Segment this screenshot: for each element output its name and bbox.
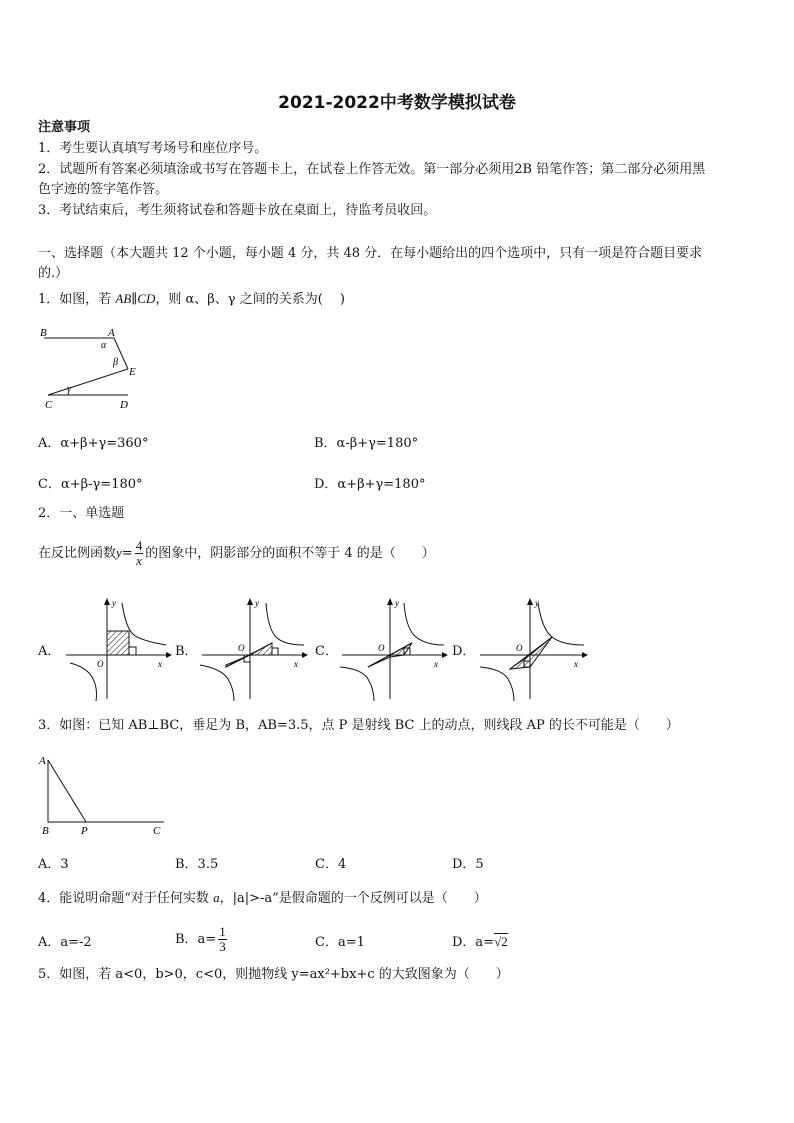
x-arrow: [442, 652, 448, 658]
q4-option-b: [175, 920, 229, 960]
notice-item-3: 3．考试结束后，考生须将试卷和答题卡放在桌面上，待监考员收回。: [38, 203, 437, 218]
q2-stem: [38, 536, 435, 571]
q4-option-d-pre: D．a=: [452, 935, 495, 950]
curve-branch-1: [404, 603, 444, 645]
q2-graph-a: [62, 595, 172, 703]
right-angle-mark: [272, 648, 278, 655]
q4-option-c: C．a=1: [315, 935, 365, 950]
shaded-area: [107, 631, 129, 655]
segment-ap: [48, 760, 86, 822]
x-label: x: [158, 659, 162, 669]
q2-frac-num: 4: [135, 538, 143, 553]
x-arrow: [166, 652, 172, 658]
notice-heading: 注意事项: [38, 120, 91, 135]
q1-option-d: D．α+β+γ=180°: [314, 477, 426, 492]
q2-option-b-label: B．: [175, 644, 198, 659]
y-arrow: [247, 598, 253, 605]
y-arrow: [104, 598, 110, 605]
q1-stem-pre: 1．如图，若: [38, 292, 116, 307]
y-label: y: [112, 598, 116, 608]
q2-option-d-label: D．: [452, 644, 476, 659]
q2-stem-eq: =: [121, 546, 133, 561]
origin-label: O: [97, 659, 104, 669]
q1-option-b: B．α-β+γ=180°: [314, 436, 419, 451]
q2-option-a-label: A．: [38, 644, 61, 659]
y-label: y: [255, 598, 259, 608]
q1-stem-post: ，则 α、β、γ 之间的关系为( ): [155, 292, 345, 307]
q2-stem-post: 的图象中，阴影部分的面积不等于 4 的是（ ）: [145, 546, 435, 561]
section-heading: 一、选择题（本大题共 12 个小题，每小题 4 分，共 48 分．在每小题给出的四个选项中，只有一项是符合题目要求: [38, 246, 703, 261]
q1-option-a: A．α+β+γ=360°: [38, 436, 149, 451]
notice-item-2: 2．试题所有答案必须填涂或书写在答题卡上，在试卷上作答无效。第一部分必须用2B 铅笔作答；第二部分必须用黑: [38, 162, 706, 177]
q1-stem-var: AB∥CD: [115, 291, 156, 306]
curve-branch-2: [70, 663, 97, 701]
q4-frac-den: 3: [219, 939, 226, 954]
label-d: D: [120, 399, 128, 411]
q4-option-d-sqrt: √2: [494, 934, 508, 949]
curve-branch-2: [340, 667, 374, 701]
label-alpha: α: [101, 340, 107, 351]
curve-branch-1: [266, 603, 304, 645]
y-label: y: [535, 598, 539, 608]
q2-stem-y: y: [116, 545, 122, 560]
y-arrow: [527, 598, 533, 605]
q4-frac-num: 1: [219, 924, 226, 939]
label-c: C: [45, 399, 53, 411]
q2-graph-c: [338, 595, 448, 703]
q4-option-b-frac: [218, 925, 227, 954]
label-b: B: [40, 327, 47, 339]
x-arrow: [302, 652, 308, 658]
label-e: E: [129, 366, 136, 378]
page-title: 2021-2022中考数学模拟试卷: [278, 93, 516, 113]
label-c: C: [153, 825, 161, 837]
q4-stem-mid: ，|a|>-a”是假命题的一个反例可以是（ ）: [219, 891, 487, 906]
q3-stem: 3．如图：已知 AB⊥BC，垂足为 B，AB=3.5，点 P 是射线 BC 上的动点，则线段 AP 的长不可能是（ ）: [38, 718, 679, 733]
q3-option-c: C．4: [315, 857, 347, 872]
x-label: x: [434, 659, 438, 669]
q2-fraction: [135, 539, 144, 568]
q1-option-c: C．α+β-γ=180°: [38, 477, 143, 492]
origin-label: O: [378, 643, 385, 653]
q1-stem: [38, 289, 345, 310]
q2-frac-den: x: [136, 553, 142, 568]
q2-stem-pre: 在反比例函数: [38, 546, 117, 561]
right-angle-mark: [129, 647, 136, 655]
q4-option-a: A．a=-2: [38, 935, 92, 950]
q5-stem: 5．如图，若 a<0，b>0，c<0，则抛物线 y=ax²+bx+c 的大致图象为（ ）: [38, 967, 509, 982]
label-gamma: γ: [67, 384, 71, 395]
q1-figure: [36, 322, 146, 414]
notice-item-1: 1．考生要认真填写考场号和座位序号。: [38, 141, 268, 156]
section-heading-cont: 的.）: [38, 266, 69, 281]
q2-graph-d: [476, 595, 590, 703]
y-arrow: [387, 598, 393, 605]
q4-stem-a: a: [213, 890, 220, 905]
y-label: y: [395, 598, 399, 608]
q3-option-b: B．3.5: [175, 857, 219, 872]
curve-branch-2: [200, 665, 234, 701]
x-label: x: [294, 659, 298, 669]
q3-figure: [36, 748, 170, 838]
notice-item-2-cont: 色字迹的签字笔作答。: [38, 182, 169, 197]
q3-option-a: A．3: [38, 857, 69, 872]
x-arrow: [582, 652, 588, 658]
curve-branch-1: [538, 603, 584, 645]
origin-label: O: [238, 643, 245, 653]
label-b: B: [42, 825, 49, 837]
label-p: P: [81, 825, 88, 837]
q2-option-c-label: C．: [315, 644, 338, 659]
q2-header: 2．一、单选题: [38, 506, 125, 521]
q4-stem-pre: 4．能说明命题“对于任何实数: [38, 891, 214, 906]
line-ec: [48, 369, 128, 395]
q3-option-d: D．5: [452, 857, 484, 872]
q4-stem: [38, 888, 487, 909]
x-label: x: [574, 659, 578, 669]
label-a: A: [108, 327, 115, 339]
q4-option-b-pre: B．a=: [175, 932, 217, 947]
q4-option-d: [452, 931, 508, 950]
label-a: A: [39, 755, 46, 767]
origin-label: O: [516, 643, 523, 653]
curve-branch-2: [480, 667, 514, 701]
label-beta: β: [113, 357, 118, 368]
q2-graph-b: [198, 595, 308, 703]
